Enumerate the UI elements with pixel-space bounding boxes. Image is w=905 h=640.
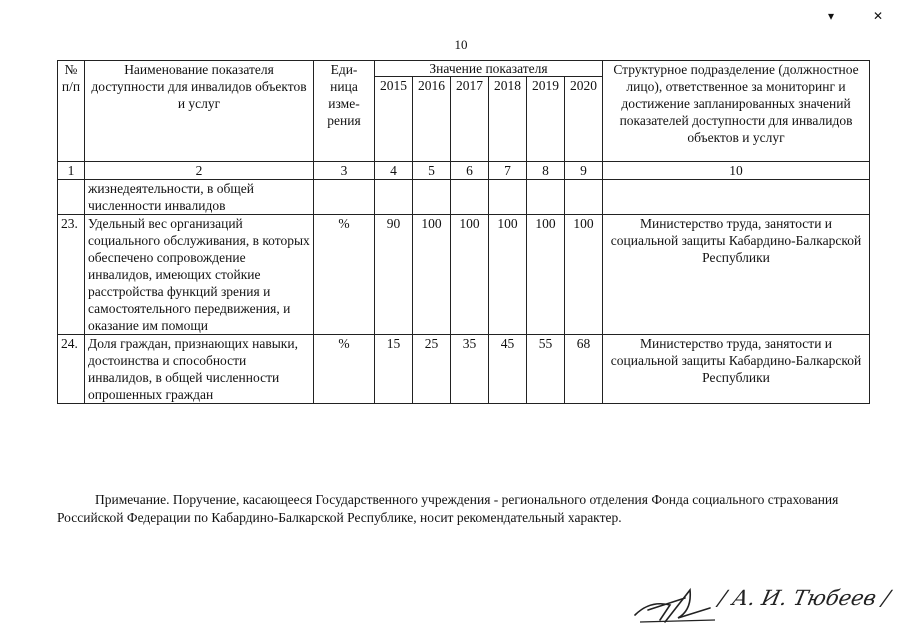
row-value (375, 180, 413, 215)
column-number: 9 (565, 162, 603, 180)
table-row (58, 180, 870, 215)
row-value (451, 180, 489, 215)
column-number: 1 (58, 162, 85, 180)
row-value: 55 (527, 335, 565, 404)
row-no (58, 180, 85, 215)
row-name: жизнедеятельности, в общей численности инвалидов (85, 180, 314, 215)
row-unit: % (314, 215, 375, 335)
row-dept: Министерство труда, занятости и социальной защиты Кабардино-Балкарской Республики (603, 215, 870, 335)
handwritten-signature (630, 570, 900, 630)
row-value: 15 (375, 335, 413, 404)
row-value (527, 180, 565, 215)
row-name: Доля граждан, признающих навыки, достоинства и способности инвалидов, в общей численности опрошенных граждан (85, 335, 314, 404)
column-number: 8 (527, 162, 565, 180)
row-value: 25 (413, 335, 451, 404)
column-number: 4 (375, 162, 413, 180)
column-number: 6 (451, 162, 489, 180)
row-no: 23. (58, 215, 85, 335)
row-value (413, 180, 451, 215)
column-number: 3 (314, 162, 375, 180)
row-value (565, 180, 603, 215)
table-row (58, 335, 870, 404)
header-year: 2017 (451, 77, 489, 162)
note-paragraph: Примечание. Поручение, касающееся Государственного учреждения - регионального отделения Фонда социального страхования Российской Федерации по Кабардино-Балкарской Республике, носит рекомендательный характер. (57, 492, 839, 525)
row-name: Удельный вес организаций социального обслуживания, в которых обеспечено сопровождение инвалидов, имеющих стойкие расстройства функций зрения и самостоятельного передвижения, и оказание им помощи (85, 215, 314, 335)
header-year: 2018 (489, 77, 527, 162)
column-number-row (58, 162, 870, 180)
row-dept (603, 180, 870, 215)
header-no: № п/п (58, 61, 85, 162)
column-number: 7 (489, 162, 527, 180)
header-year: 2020 (565, 77, 603, 162)
header-year: 2019 (527, 77, 565, 162)
column-number: 5 (413, 162, 451, 180)
row-value: 100 (565, 215, 603, 335)
header-year: 2015 (375, 77, 413, 162)
column-number: 10 (603, 162, 870, 180)
row-value: 100 (489, 215, 527, 335)
table-row (58, 215, 870, 335)
row-value: 90 (375, 215, 413, 335)
header-year: 2016 (413, 77, 451, 162)
header-unit: Еди-ница изме-рения (314, 61, 375, 162)
row-value: 100 (451, 215, 489, 335)
svg-text:/ А. И. Тюбеев /: / А. И. Тюбеев / (716, 586, 893, 611)
row-dept: Министерство труда, занятости и социальной защиты Кабардино-Балкарской Республики (603, 335, 870, 404)
row-value (489, 180, 527, 215)
row-value: 45 (489, 335, 527, 404)
page-number: 10 (454, 37, 468, 52)
row-unit (314, 180, 375, 215)
row-value: 35 (451, 335, 489, 404)
indicator-table (57, 60, 870, 404)
corner-marks: ▾ ✕ (828, 9, 902, 23)
header-values: Значение показателя (375, 61, 603, 77)
row-unit: % (314, 335, 375, 404)
row-value: 68 (565, 335, 603, 404)
row-value: 100 (527, 215, 565, 335)
header-name: Наименование показателя доступности для инвалидов объектов и услуг (85, 61, 314, 162)
header-row-1 (58, 61, 870, 77)
row-value: 100 (413, 215, 451, 335)
column-number: 2 (85, 162, 314, 180)
row-no: 24. (58, 335, 85, 404)
header-dept: Структурное подразделение (должностное лицо), ответственное за мониторинг и достижение запланированных значений показателей доступности для инвалидов объектов и услуг (603, 61, 870, 162)
